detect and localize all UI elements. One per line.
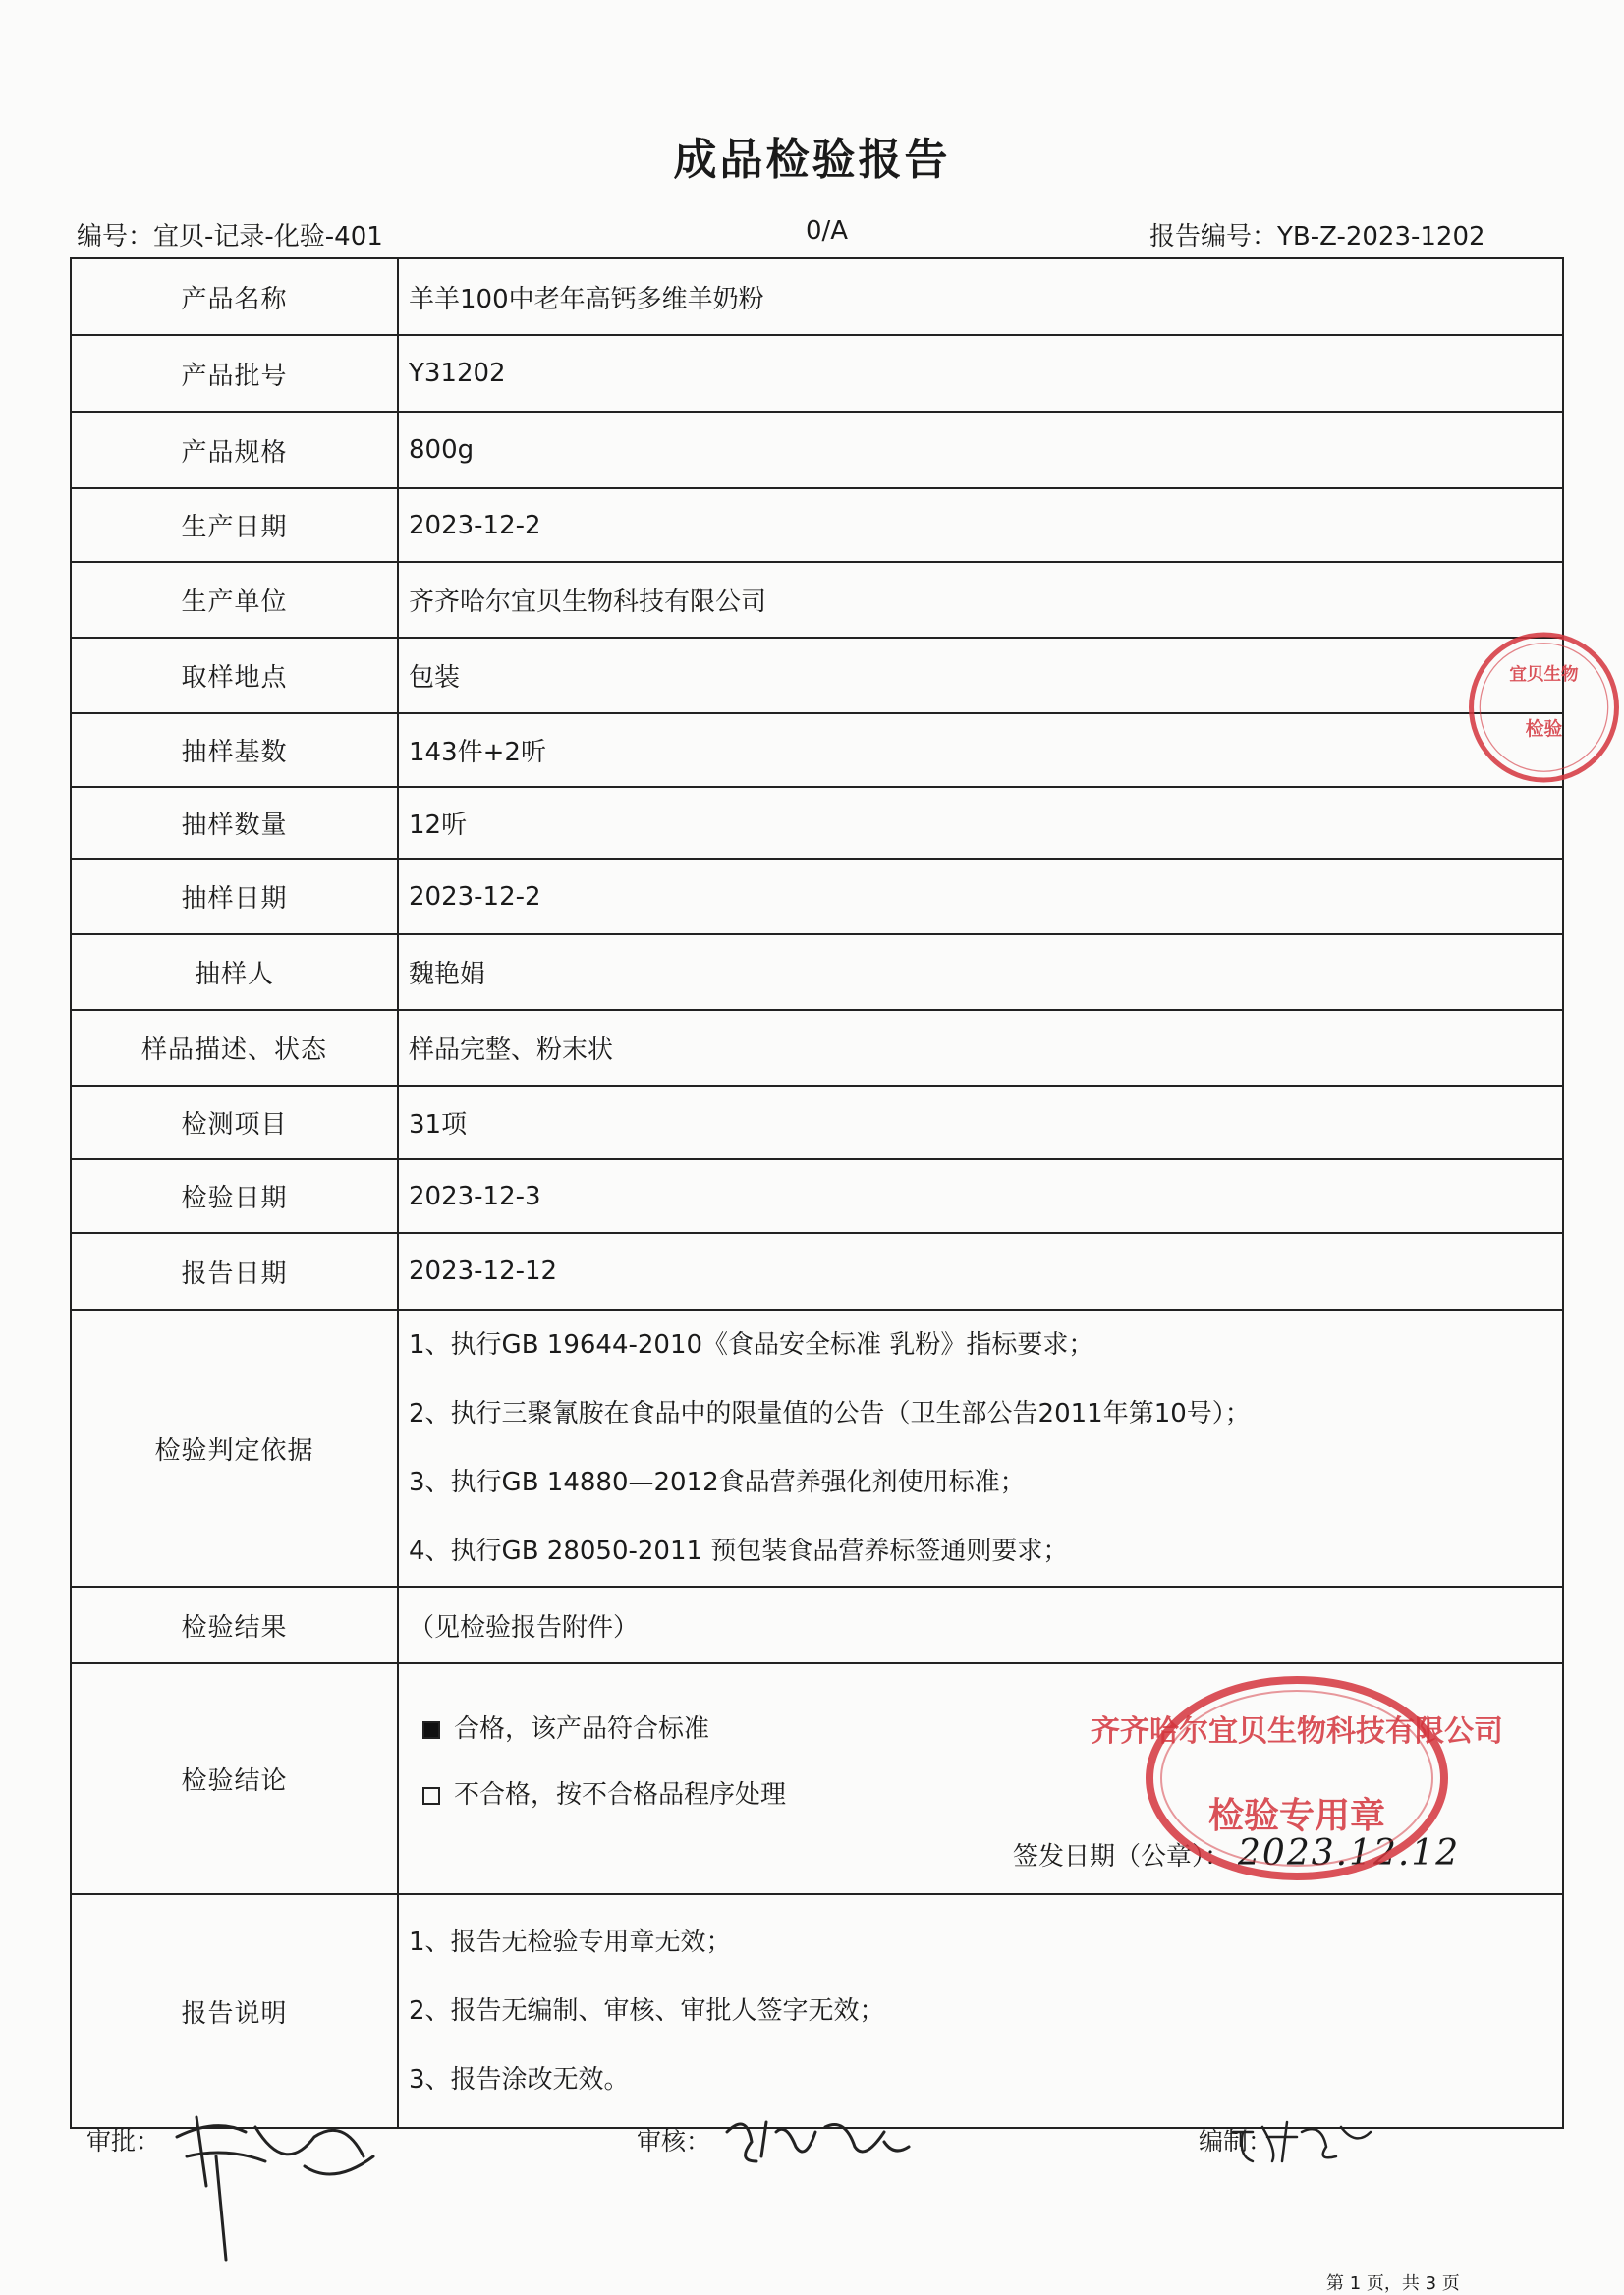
row-label: 产品批号 (71, 335, 398, 412)
note-line-1: 1、报告无检验专用章无效； (409, 1928, 732, 1957)
basis-line-2: 2、执行三聚氰胺在食品中的限量值的公告（卫生部公告2011年第10号）； (409, 1399, 1251, 1428)
pass-text: 合格，该产品符合标准 (454, 1714, 710, 1744)
reviewer-signature (717, 2102, 914, 2181)
row-label: 样品描述、状态 (71, 1010, 398, 1086)
page-number: 第 1 页，共 3 页 (1326, 2273, 1460, 2294)
row-value: 2023-12-2 (398, 859, 1563, 934)
fail-text: 不合格，按不合格品程序处理 (454, 1780, 787, 1810)
row-label: 报告日期 (71, 1233, 398, 1310)
prepare-label: 编制： (1199, 2127, 1273, 2155)
row-value: 2023-12-12 (398, 1233, 1563, 1310)
row-label: 生产单位 (71, 562, 398, 638)
row-value: 800g (398, 412, 1563, 488)
basis-line-4: 4、执行GB 28050-2011 预包装食品营养标签通则要求； (409, 1537, 1069, 1566)
row-value: 羊羊100中老年高钙多维羊奶粉 (398, 258, 1563, 335)
note-line-3: 3、报告涂改无效。 (409, 2065, 630, 2095)
report-title: 成品检验报告 (673, 135, 951, 185)
row-value: 12听 (398, 787, 1563, 859)
row-label: 抽样日期 (71, 859, 398, 934)
issue-date-label: 签发日期（公章）： (1013, 1842, 1231, 1872)
approve-label: 审批： (86, 2127, 161, 2155)
checked-box-icon (422, 1721, 440, 1739)
row-value: 齐齐哈尔宜贝生物科技有限公司 (398, 562, 1563, 638)
pass-option (422, 1708, 709, 1745)
table-row (71, 1159, 1563, 1233)
table-row (71, 1010, 1563, 1086)
report-number: 报告编号：YB-Z-2023-1202 (1149, 222, 1485, 252)
basis-line-1: 1、执行GB 19644-2010《食品安全标准 乳粉》指标要求； (409, 1330, 1094, 1360)
row-label: 检验日期 (71, 1159, 398, 1233)
row-label: 检测项目 (71, 1086, 398, 1159)
company-stamp-partial (1464, 580, 1624, 835)
table-row (71, 1086, 1563, 1159)
table-row (71, 934, 1563, 1010)
issue-date-handwritten: 2023.12.12 (1238, 1833, 1461, 1874)
row-label: 取样地点 (71, 638, 398, 713)
unchecked-box-icon (422, 1787, 440, 1805)
row-value: 143件+2听 (398, 713, 1563, 787)
table-row (71, 713, 1563, 787)
svg-text:检验: 检验 (1525, 719, 1563, 741)
preparer-signature (1228, 2112, 1375, 2171)
row-label: 抽样人 (71, 934, 398, 1010)
fail-option (422, 1774, 786, 1811)
row-value: 样品完整、粉末状 (398, 1010, 1563, 1086)
row-label: 抽样基数 (71, 713, 398, 787)
table-row (71, 1233, 1563, 1310)
row-value: 2023-12-2 (398, 488, 1563, 562)
table-row (71, 258, 1563, 335)
basis-row (71, 1310, 1563, 1587)
table-row (71, 488, 1563, 562)
record-number: 编号：宜贝-记录-化验-401 (77, 222, 383, 252)
table-row (71, 335, 1563, 412)
basis-cell (398, 1310, 1563, 1587)
notes-label: 报告说明 (71, 1894, 398, 2128)
svg-text:宜贝生物: 宜贝生物 (1509, 664, 1579, 685)
row-label: 抽样数量 (71, 787, 398, 859)
row-value: 31项 (398, 1086, 1563, 1159)
note-line-2: 2、报告无编制、审核、审批人签字无效； (409, 1996, 885, 2026)
conclusion-label: 检验结论 (71, 1663, 398, 1894)
svg-text:齐齐哈尔宜贝生物科技有限公司: 齐齐哈尔宜贝生物科技有限公司 (1091, 1714, 1503, 1749)
notes-row (71, 1894, 1563, 2128)
result-label: 检验结果 (71, 1587, 398, 1663)
row-label: 产品名称 (71, 258, 398, 335)
table-row (71, 638, 1563, 713)
row-value: 2023-12-3 (398, 1159, 1563, 1233)
table-row (71, 412, 1563, 488)
result-row (71, 1587, 1563, 1663)
svg-text:检验专用章: 检验专用章 (1207, 1796, 1386, 1836)
row-value: Y31202 (398, 335, 1563, 412)
basis-label: 检验判定依据 (71, 1310, 398, 1587)
row-value: 包装 (398, 638, 1563, 713)
version-code: 0/A (806, 216, 849, 246)
notes-cell (398, 1894, 1563, 2128)
row-value: 魏艳娟 (398, 934, 1563, 1010)
table-row (71, 859, 1563, 934)
table-row (71, 562, 1563, 638)
approver-signature (157, 2098, 393, 2265)
table-row (71, 787, 1563, 859)
result-value: （见检验报告附件） (398, 1587, 1563, 1663)
row-label: 产品规格 (71, 412, 398, 488)
basis-line-3: 3、执行GB 14880—2012食品营养强化剂使用标准； (409, 1468, 1026, 1497)
row-label: 生产日期 (71, 488, 398, 562)
review-label: 审核： (637, 2127, 711, 2155)
